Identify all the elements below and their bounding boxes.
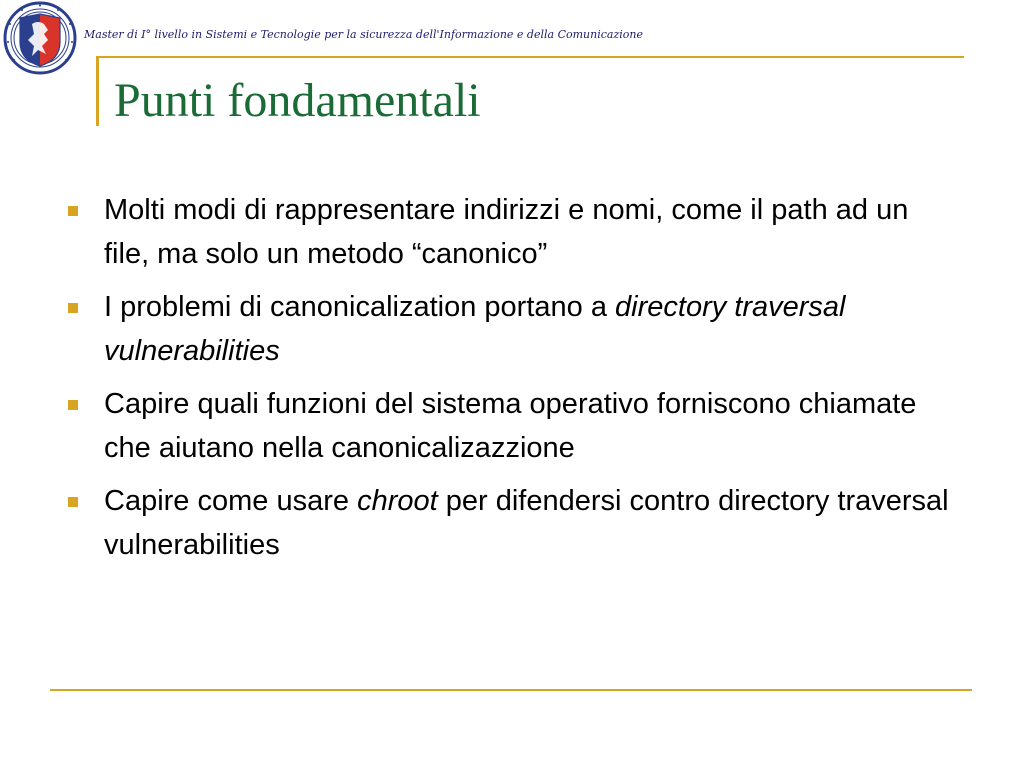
square-bullet-icon <box>68 303 78 313</box>
bullet-text-italic: chroot <box>357 485 438 517</box>
bullet-item <box>60 285 960 373</box>
bullet-text: Molti modi di rappresentare indirizzi e nomi, come il path ad un file, ma solo un metodo “canonico” <box>104 194 909 270</box>
bullet-text: Capire come usare <box>104 485 358 517</box>
title-top-rule <box>96 56 964 58</box>
square-bullet-icon <box>68 400 78 410</box>
footer-rule <box>50 689 972 691</box>
square-bullet-icon <box>68 497 78 507</box>
title-side-rule <box>96 58 99 126</box>
header-master-label: Master di I° livello in Sistemi e Tecnologie per la sicurezza dell'Informazione e della Comunicazione <box>84 28 643 41</box>
bullet-list <box>60 188 960 576</box>
bullet-text: I problemi di canonicalization portano a <box>104 291 616 323</box>
bullet-text-italic: directory traversal vulnerabilities <box>104 291 846 367</box>
bullet-text: Capire quali funzioni del sistema operativo forniscono chiamate che aiutano nella canonicalizazzione <box>104 388 917 464</box>
university-seal-icon <box>2 0 78 78</box>
bullet-item <box>60 188 960 276</box>
square-bullet-icon <box>68 206 78 216</box>
bullet-text: per difendersi contro directory traversal vulnerabilities <box>104 485 949 561</box>
bullet-item <box>60 382 960 470</box>
bullet-item <box>60 479 960 567</box>
slide-title: Punti fondamentali <box>114 74 481 127</box>
